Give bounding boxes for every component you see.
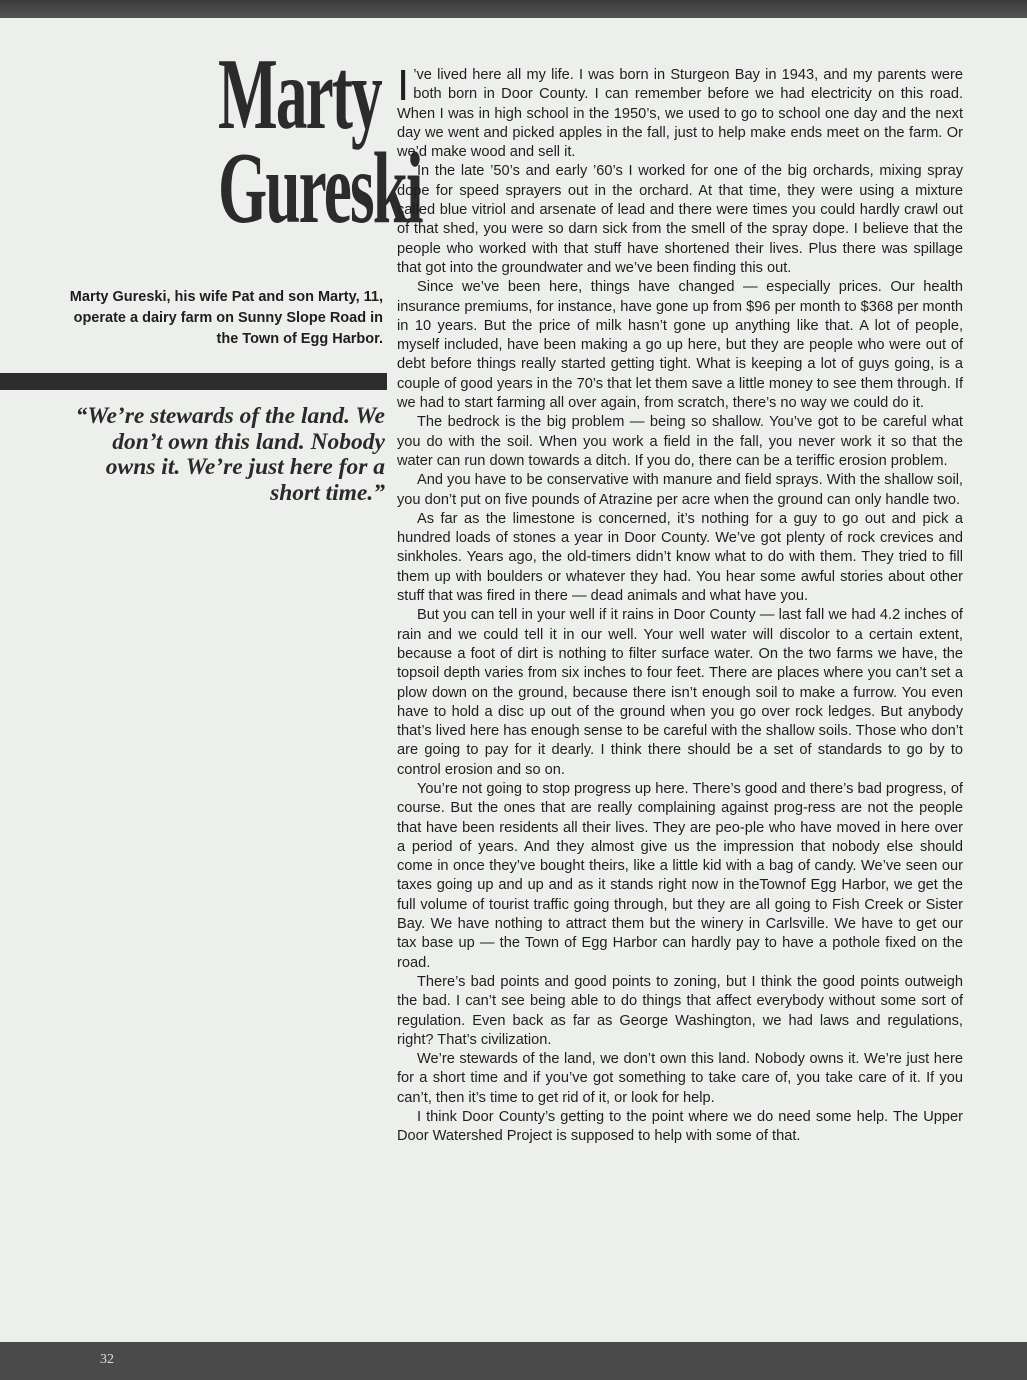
pull-quote: “We’re stewards of the land. We don’t own this land. Nobody owns it. We’re just here for a short time.”	[75, 403, 385, 506]
page-number: 32	[100, 1352, 114, 1367]
drop-cap: I	[397, 61, 410, 110]
bottom-border-bar	[0, 1342, 1027, 1380]
name-last: Gureski	[218, 131, 422, 245]
name-first: Marty	[218, 38, 381, 151]
article-paragraph: The bedrock is the big problem — being so shallow. You’ve got to be careful what you do with the soil. When you work a field in the fall, you never work it so that the water can run down towards a ditch. If you do, there can be a teriffic erosion problem.	[397, 414, 963, 469]
article-paragraph: There’s bad points and good points to zoning, but I think the good points outweigh the bad. I can’t see being able to do things that affect everybody without some sort of regulation. Even back as far as George Washington, we had laws and regulations, right? That’s civilization.	[397, 973, 963, 1048]
top-border-bar	[0, 0, 1027, 18]
article-paragraph: You’re not going to stop progress up here. There’s good and there’s bad progress, of course. But the ones that are really complaining against prog-ress are not the people that have been residents all their lives. They are peo-ple who have moved in here over a period of years. And they almost give us the impression that nobody else should come in once they’ve bought theirs, like a little kid with a bag of candy. We’ve seen our taxes going up and up and as it stands right now in theTownof Egg Harbor, we get the full volume of tourist traffic going through, but they are all going to Fish Creek or Sister Bay. We have nothing to attract them but the winery in Carlsville. We have to get our tax base up — the Town of Egg Harbor can hardly pay to have a pothole fixed on the road.	[397, 780, 963, 971]
article-paragraph: In the late ’50’s and early ’60’s I worked for one of the big orchards, mixing spray dope for speed sprayers out in the orchard. At that time, they were using a mixture called blue vitriol and arsenate of lead and there were times you could hardly crawl out of that shed, you were so darn sick from the smell of the spray dope. I believe that the people who worked with that stuff have shortened their lives. Plus there was spillage that got into the groundwater and we’ve been finding this out.	[397, 163, 963, 276]
article-paragraph: And you have to be conservative with manure and field sprays. With the shallow soil, you don’t put on five pounds of Atrazine per acre when the ground can only handle two.	[397, 472, 963, 508]
intro-caption: Marty Gureski, his wife Pat and son Marty, 11, operate a dairy farm on Sunny Slope Road in the Town of Egg Harbor.	[69, 289, 383, 347]
article-paragraph: As far as the limestone is concerned, it’s nothing for a guy to go out and pick a hundred loads of stones a year in Door County. We’ve got plenty of rock crevices and sinkholes. Years ago, the old-timers didn’t know what to do with them. They tried to fill them up with boulders or whatever they had. You hear some awful stories about other stuff that was fired in there — dead animals and what have you.	[397, 510, 963, 605]
article-paragraph	[397, 61, 963, 162]
article-paragraph: Since we’ve been here, things have changed — especially prices. Our health insurance premiums, for instance, have gone up from $96 per month to $368 per month in 10 years. But the price of milk hasn’t gone up anything like that. A lot of people, myself included, have been making a go up here, but they are people who were out of debt before things really started getting tight. What is keeping a lot of guys going, is a couple of good years in the 70’s that let them save a little money to see them through. If we had to start farming all over again, from scratch, there’s no way we could do it.	[397, 279, 963, 412]
paragraph-text: ’ve lived here all my life. I was born in Sturgeon Bay in 1943, and my parents were both born in Door County. I can remember before we had electricity on this road. When I was in high school in the 1950’s, we used to go to school one day and the next day we went and picked apples in the fall, just to help make ends meet on the farm. Or we’d make wood and sell it.	[397, 67, 963, 161]
section-divider-rule	[0, 373, 387, 390]
article-paragraph: I think Door County’s getting to the point where we do need some help. The Upper Door Watershed Project is supposed to help with some of that.	[397, 1109, 963, 1145]
profile-name-heading	[120, 38, 422, 245]
article-body	[397, 61, 963, 1147]
article-paragraph: We’re stewards of the land, we don’t own this land. Nobody owns it. We’re just here for a short time and if you’ve got something to take care of, you take care of it. If you can’t, then it’s time to get rid of it, or look for help.	[397, 1051, 963, 1106]
article-paragraph: But you can tell in your well if it rains in Door County — last fall we had 4.2 inches of rain and we could tell it in our well. Your well water will discolor to a certain extent, because a foot of dirt is nothing to filter surface water. On the two farms we have, the topsoil depth varies from six inches to four feet. There are places where you can’t set a plow down on the ground, because there isn’t enough soil to make a furrow. You even have to hold a disc up out of the ground when you go over rock ledges. But anybody that’s lived here has enough sense to be careful with the shallow soils. Those who don’t are going to pay for it dearly. I think there should be a set of standards to go by to control erosion and so on.	[397, 607, 963, 778]
